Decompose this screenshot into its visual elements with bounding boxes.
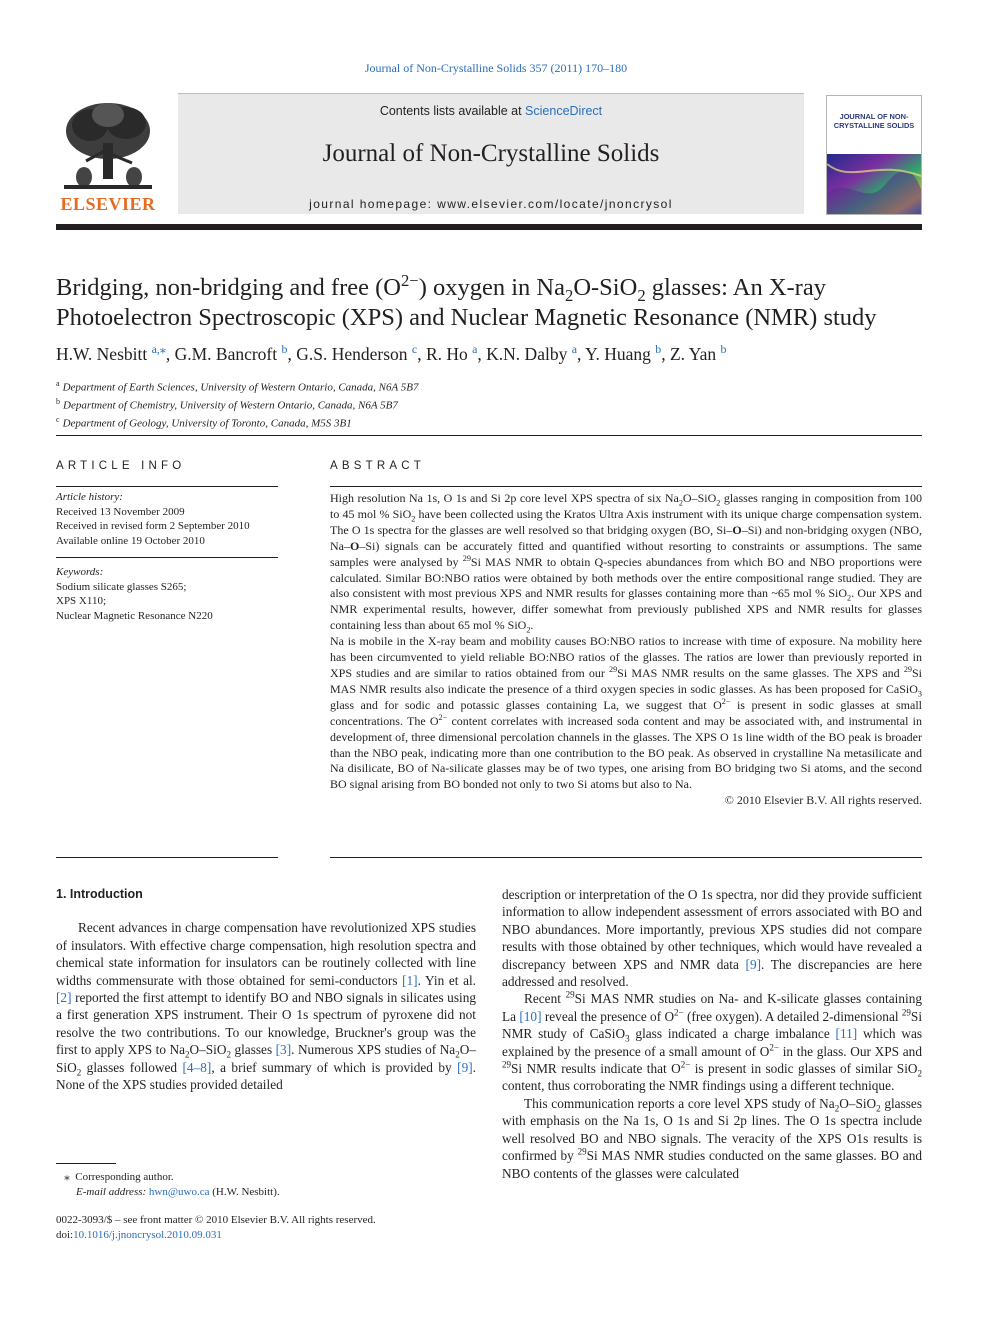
t: which was explained by the presence of a small amount of O	[502, 1026, 923, 1059]
t: , a brief summary of which is provided by	[211, 1059, 458, 1075]
author-sep: ,	[576, 344, 586, 364]
sub: 2	[917, 1068, 923, 1079]
t: Si NMR study of CaSiO	[502, 1008, 923, 1042]
t: . The discrepancies are here addressed and resolved.	[502, 956, 922, 990]
abstract-heading: ABSTRACT	[330, 460, 425, 472]
author-name: H.W. Nesbitt	[56, 344, 148, 364]
author	[585, 344, 670, 364]
sup: 29	[502, 1059, 512, 1070]
sup: 29	[901, 1007, 911, 1018]
t: reveal the presence of O	[541, 1008, 675, 1024]
reference-link[interactable]: [1]	[402, 972, 418, 988]
author-list	[56, 344, 922, 365]
sup: 2−	[680, 1059, 691, 1070]
homepage-url[interactable]: www.elsevier.com/locate/jnoncrysol	[437, 197, 673, 211]
author-sep: ,	[165, 344, 175, 364]
t: (free oxygen). A detailed 2-dimensional	[683, 1008, 902, 1024]
abstract-body	[330, 491, 922, 809]
footnote-star: ⁎	[64, 1171, 70, 1183]
t: . Our XPS and NMR experimental results, however, differ somewhat from previously published XPS and NMR results for glasses containing less than about 65 mol % SiO	[330, 586, 922, 633]
masthead	[56, 93, 922, 217]
title-sup: 2−	[400, 270, 419, 290]
t: Recent advances in charge compensation have revolutionized XPS studies of insulators. With effective charge compensation, high resolution spectra and chemical state information for insulators can be routinely collected with line widths commensurate with those obtained for semi-conductors	[56, 920, 476, 988]
affiliations	[56, 377, 419, 431]
article-title	[56, 270, 922, 333]
sub: 3	[917, 689, 922, 699]
reference-link[interactable]: [9]	[457, 1059, 473, 1075]
t: Si NMR results indicate that O	[511, 1061, 681, 1077]
header-divider	[56, 435, 922, 436]
author-email-link[interactable]: hwn@uwo.ca	[148, 1185, 210, 1198]
affiliation-ref[interactable]: a	[472, 342, 478, 357]
t: glasses	[230, 1042, 276, 1058]
keywords-label: Keywords:	[56, 566, 104, 578]
homepage-label: journal homepage:	[309, 197, 438, 211]
section-heading: 1. Introduction	[56, 887, 143, 901]
t: glasses ranging in composition from 100 to 45 mol % SiO	[330, 491, 922, 521]
t: Si MAS NMR studies conducted on the same glasses. BO and NBO contents of the glasses were calculated	[502, 1148, 922, 1181]
title-part: glasses: An X-ray Photoelectron Spectroscopic (XPS) and Nuclear Magnetic Resonance (NMR) study	[56, 274, 877, 331]
title-part: O-SiO	[573, 274, 638, 301]
sup: 29	[903, 664, 912, 674]
t: O–SiO	[682, 491, 717, 505]
title-part: Bridging, non-bridging and free (O	[56, 274, 401, 301]
bold-o: O	[732, 522, 742, 537]
article-info-heading: ARTICLE INFO	[56, 460, 186, 472]
t: Recent	[524, 991, 566, 1007]
contents-prefix: Contents lists available at	[379, 104, 526, 118]
title-part: ) oxygen in Na	[418, 274, 565, 301]
sup: 2−	[438, 712, 448, 722]
journal-banner	[178, 93, 804, 214]
t: O–SiO	[56, 1042, 476, 1075]
affiliation	[56, 395, 419, 413]
footnote-rule	[56, 1163, 116, 1164]
t: –Si) and non-bridging oxygen (NBO, Na–	[330, 522, 922, 553]
t: O–SiO	[189, 1042, 227, 1058]
info-rule	[56, 486, 278, 487]
elsevier-wordmark: ELSEVIER	[60, 194, 156, 214]
revised-date: Received in revised form 2 September 2010	[56, 520, 250, 532]
front-matter-footnote	[56, 1213, 376, 1242]
bold-o: O	[350, 538, 360, 553]
sup: 2−	[721, 696, 731, 706]
sub: 2	[876, 1103, 881, 1114]
author-sep: ,	[477, 344, 487, 364]
affiliation	[56, 413, 419, 431]
body-paragraph	[502, 990, 922, 1094]
email-line	[56, 1185, 280, 1200]
sub: 2	[226, 1049, 231, 1060]
abstract-end-rule	[330, 857, 922, 858]
t: reported the first attempt to identify BO and NBO signals in silicates using a first generation XPS instrument. Their O 1s spectrum of pyroxene did not resolve the two contributions. To our knowledge, Bruckner's group was the first to apply XPS to Na	[56, 990, 476, 1058]
t: . Numerous XPS studies of Na	[291, 1042, 456, 1058]
author	[426, 344, 486, 364]
abstract-rule	[330, 486, 922, 487]
t: Na is mobile in the X-ray beam and mobility causes BO:NBO ratios to increase with time of exposure. Na mobility here has been circumvented to yield reliable BO:NBO ratios of the glasses. The ratios are lower than previously reported in XPS studies and are similar to ratios obtained from our	[330, 634, 922, 680]
sup: 29	[577, 1146, 587, 1157]
email-label: E-mail address:	[76, 1185, 149, 1198]
journal-homepage	[178, 197, 804, 211]
author-name: R. Ho	[425, 344, 468, 364]
t: glasses with emphasis on the Na 1s, O 1s and Si 2p lines. The O 1s spectra include well resolved BO and NBO signals. The veracity of the XPS O1s results is confirmed by	[502, 1095, 923, 1164]
contents-line	[178, 104, 804, 118]
article-history	[56, 490, 250, 548]
author-name: G.S. Henderson	[296, 344, 408, 364]
reference-link[interactable]: [4–8]	[182, 1059, 212, 1075]
sup: 2−	[674, 1007, 684, 1018]
affiliation-key: a	[56, 379, 60, 388]
sub: 2	[184, 1049, 190, 1060]
t: content correlates with increased soda content and may be associated with, and instrumental in development of, three dimensional percolation channels in the glasses. The XPS O 1s line width of the BO peak is broader than the NBO peak, indicating more than one contribution to the BO peak. As observed in crystalline Na metasilicate and Na disilicate, BO of Na-silicate glasses may be of two types, one arising from BO bridging two Si atoms, and the second BO signal arising from BO bonded not only to two Si atoms but also to Na.	[330, 713, 922, 792]
keyword: Sodium silicate glasses S265;	[56, 580, 187, 593]
body-column-left	[56, 886, 476, 1093]
author-name: G.M. Bancroft	[174, 344, 278, 364]
author-sep: ,	[417, 344, 426, 364]
affiliation-ref[interactable]: b	[655, 342, 662, 357]
author-sep: ,	[661, 344, 670, 364]
author-name: Y. Huang	[585, 344, 651, 364]
keyword: XPS X110;	[56, 595, 107, 607]
t: is present in sodic glasses of similar SiO	[690, 1061, 918, 1077]
history-label: Article history:	[56, 491, 123, 503]
t: description or interpretation of the O 1s spectra, nor did they provide sufficient information to allow independent assessment of errors associated with BO and NBO abundances. More importantly, previous XPS studies did not compare results with those obtained by other techniques, which would have revealed a discrepancy between XPS and NMR data	[502, 887, 922, 972]
affiliation-text: Department of Earth Sciences, University of Western Ontario, Canada, N6A 5B7	[62, 381, 419, 394]
elsevier-logo[interactable]	[56, 99, 160, 215]
t: glass indicated a charge imbalance	[629, 1026, 836, 1042]
affiliation-ref[interactable]: a	[571, 342, 577, 357]
t: This communication reports a core level XPS study of Na	[524, 1095, 835, 1111]
t: Si MAS NMR studies on Na- and K-silicate glasses containing La	[502, 991, 922, 1024]
sub: 2	[678, 498, 683, 508]
t: glasses followed	[81, 1059, 183, 1075]
sub: 2	[716, 498, 721, 508]
sup: 2−	[769, 1042, 779, 1053]
t: . Yin et al.	[417, 972, 476, 988]
journal-title: Journal of Non-Crystalline Solids	[322, 140, 660, 167]
title-sub: 2	[637, 285, 646, 305]
abstract-paragraph	[330, 491, 922, 634]
t: Si MAS NMR results on the same glasses. The XPS and	[617, 665, 904, 680]
reference-link[interactable]: [2]	[56, 990, 72, 1006]
author-name: Z. Yan	[669, 344, 717, 364]
affiliation-key: c	[56, 415, 60, 425]
sub: 2	[847, 593, 852, 603]
sub: 2	[411, 514, 416, 524]
t: content, thus corroborating the NMR findings using a different technique.	[502, 1078, 895, 1094]
journal-cover[interactable]	[826, 95, 922, 215]
t: .	[530, 618, 534, 633]
t: High resolution Na 1s, O 1s and Si 2p core level XPS spectra of six Na	[330, 491, 679, 505]
sub: 2	[526, 625, 531, 635]
body-column-right	[502, 886, 922, 1182]
author	[175, 344, 297, 364]
sub: 3	[625, 1033, 630, 1044]
cover-title: JOURNAL OF NON-CRYSTALLINE SOLIDS	[833, 112, 915, 130]
body-paragraph	[56, 919, 476, 1093]
title-sub: 2	[565, 285, 574, 305]
affiliation-ref[interactable]: a,	[151, 342, 160, 357]
doi-link[interactable]: 10.1016/j.jnoncrysol.2010.09.031	[73, 1228, 222, 1241]
t: Si MAS NMR results also indicate the presence of a third oxygen species in sodic glasses. As has been proposed for CaSiO	[330, 665, 922, 696]
body-paragraph	[502, 1095, 922, 1182]
keywords	[56, 565, 213, 623]
t: glass and for sodic and potassic glasses containing La, we suggest that O	[330, 697, 722, 712]
elsevier-tree-icon	[56, 99, 160, 195]
author	[56, 344, 175, 364]
reference-link[interactable]: [11]	[835, 1026, 858, 1042]
author	[486, 344, 585, 364]
t: O–SiO	[839, 1095, 877, 1111]
affiliation-text: Department of Geology, University of Toronto, Canada, M5S 3B1	[62, 417, 352, 430]
author-name: K.N. Dalby	[486, 344, 568, 364]
affiliation-ref[interactable]: b	[281, 342, 288, 357]
journal-citation[interactable]: Journal of Non-Crystalline Solids 357 (2011) 170–180	[364, 61, 628, 75]
issn-line: 0022-3093/$ – see front matter © 2010 Elsevier B.V. All rights reserved.	[56, 1214, 376, 1226]
t: . None of the XPS studies provided detailed	[56, 1059, 476, 1093]
email-suffix: (H.W. Nesbitt).	[209, 1185, 280, 1198]
author	[670, 344, 727, 364]
sciencedirect-link[interactable]: ScienceDirect	[525, 104, 603, 118]
info-end-rule	[56, 857, 278, 858]
sub: 2	[834, 1103, 840, 1114]
masthead-rule	[56, 224, 922, 230]
corresponding-footnote	[56, 1170, 280, 1199]
affiliation-ref[interactable]: b	[720, 342, 727, 357]
t: Si MAS NMR to obtain Q-species abundances from which BO and NBO proportions were calculated. Similar BO:NBO ratios were obtained by both methods over the entire compositional range studied. They are also consistent with most previous XPS and NMR results for glasses containing more than ~65 mol % SiO	[330, 554, 922, 601]
reference-link[interactable]: [9]	[745, 956, 762, 972]
sub: 2	[76, 1067, 82, 1078]
reference-link[interactable]: [10]	[519, 1008, 542, 1024]
info-rule	[56, 557, 278, 558]
doi-label: doi:	[56, 1228, 74, 1241]
t: in the glass. Our XPS and	[779, 1043, 922, 1059]
keyword: Nuclear Magnetic Resonance N220	[56, 609, 213, 622]
copyright: © 2010 Elsevier B.V. All rights reserved.	[724, 793, 922, 808]
t: have been collected using the Kratos Ultra Axis instrument with its unique charge compensation system. The O 1s spectra for the glasses are well resolved so that bridging oxygen (BO, Si–	[330, 506, 923, 537]
affiliation-key: b	[56, 397, 60, 407]
affiliation-ref[interactable]: c	[411, 342, 418, 357]
cover-art-icon	[827, 154, 921, 214]
t: –Si) signals can be accurately fitted and quantified without resorting to constraints or assumptions. The same samples were analysed by	[330, 538, 922, 569]
affiliation-text: Department of Chemistry, University of Western Ontario, Canada, N6A 5B7	[63, 399, 398, 412]
t: is present in sodic glasses at small concentrations. The O	[330, 697, 922, 728]
sup: 29	[609, 664, 618, 674]
corresponding-line	[56, 1170, 280, 1185]
corresponding-star[interactable]: ⁎	[159, 342, 166, 357]
sub: 2	[455, 1049, 460, 1060]
received-date: Received 13 November 2009	[56, 505, 185, 518]
affiliation	[56, 377, 419, 395]
author	[296, 344, 426, 364]
author-sep: ,	[287, 344, 297, 364]
body-paragraph	[502, 886, 922, 990]
online-date: Available online 19 October 2010	[56, 534, 205, 547]
doi-line	[56, 1228, 376, 1243]
corresponding-label: Corresponding author.	[75, 1171, 174, 1183]
reference-link[interactable]: [3]	[275, 1042, 292, 1058]
sup: 29	[462, 553, 471, 563]
abstract-paragraph	[330, 634, 922, 793]
sup: 29	[565, 990, 575, 1001]
